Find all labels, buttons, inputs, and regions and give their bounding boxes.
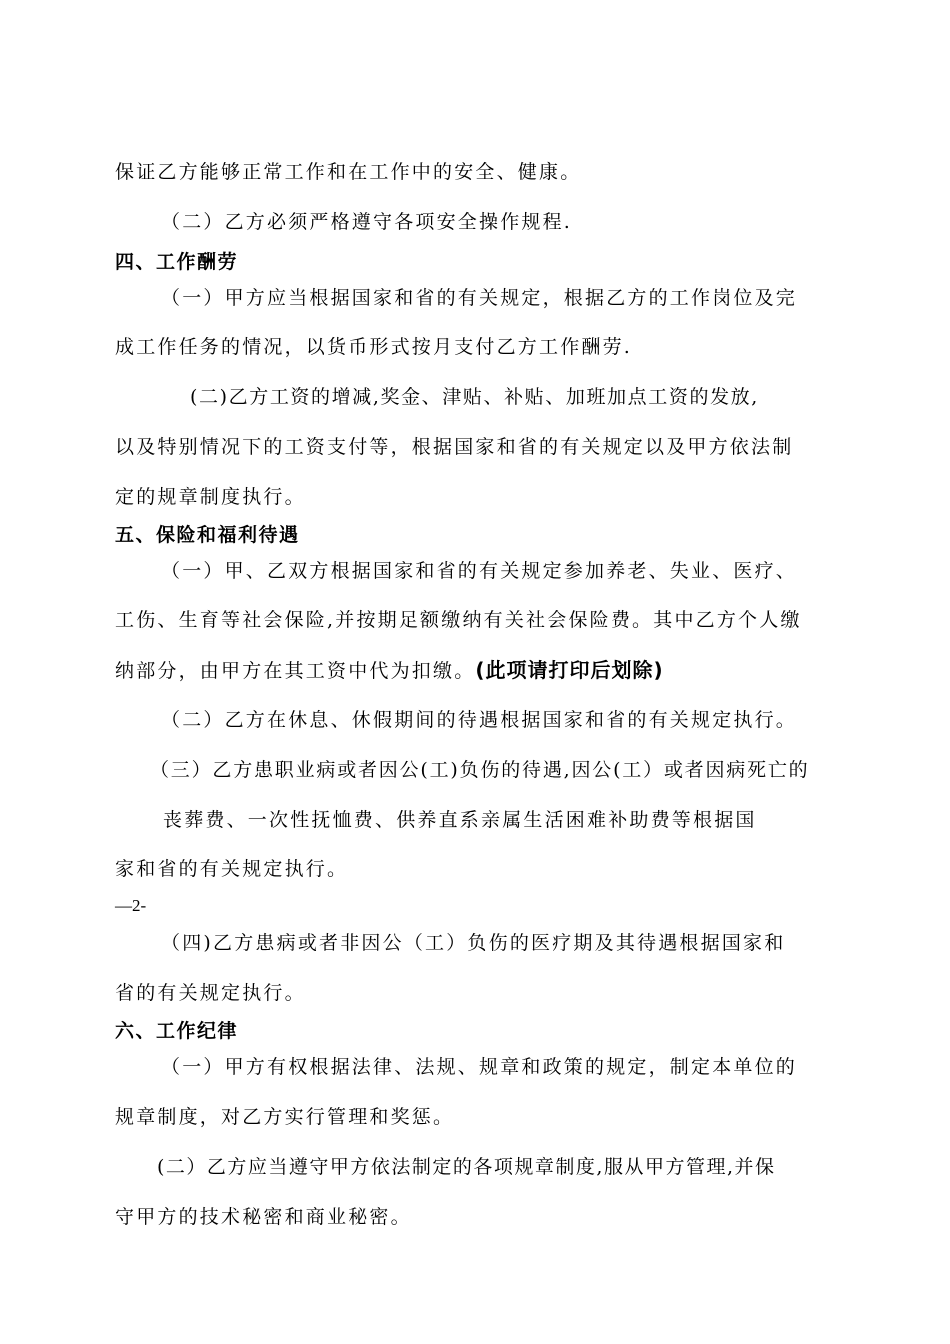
- print-note: (此项请打印后划除): [475, 658, 664, 682]
- paragraph-line: [115, 657, 664, 684]
- paragraph-line: (二）乙方应当遵守甲方依法制定的各项规章制度,服从甲方管理,并保: [157, 1156, 776, 1178]
- paragraph-line: （三）乙方患职业病或者因公(工)负伤的待遇,因公(工）或者因病死亡的: [150, 759, 810, 781]
- paragraph-line: 保证乙方能够正常工作和在工作中的安全、健康。: [115, 161, 582, 183]
- page-number: —2-: [115, 896, 147, 915]
- paragraph-line: （二）乙方在休息、休假期间的待遇根据国家和省的有关规定执行。: [161, 709, 798, 731]
- paragraph-line: （一）甲方应当根据国家和省的有关规定，根据乙方的工作岗位及完: [161, 287, 798, 309]
- paragraph-text: 纳部分，由甲方在其工资中代为扣缴。: [115, 660, 476, 682]
- paragraph-line: （四)乙方患病或者非因公（工）负伤的医疗期及其待遇根据国家和: [161, 932, 786, 954]
- paragraph-line: 以及特别情况下的工资支付等，根据国家和省的有关规定以及甲方依法制: [115, 436, 794, 458]
- paragraph-line: 规章制度，对乙方实行管理和奖惩。: [115, 1106, 455, 1128]
- paragraph-line: （二）乙方必须严格遵守各项安全操作规程.: [161, 211, 573, 233]
- paragraph-line: 定的规章制度执行。: [115, 486, 306, 508]
- section-heading: 六、工作纪律: [115, 1020, 239, 1042]
- section-heading: 四、工作酬劳: [115, 251, 239, 273]
- section-heading: 五、保险和福利待遇: [115, 524, 300, 546]
- paragraph-line: 家和省的有关规定执行。: [115, 858, 349, 880]
- paragraph-line: 守甲方的技术秘密和商业秘密。: [115, 1206, 412, 1228]
- paragraph-line: （一）甲方有权根据法律、法规、规章和政策的规定，制定本单位的: [161, 1056, 798, 1078]
- paragraph-line: 工伤、生育等社会保险,并按期足额缴纳有关社会保险费。其中乙方个人缴: [115, 609, 802, 631]
- paragraph-line: 丧葬费、一次性抚恤费、供养直系亲属生活困难补助费等根据国: [163, 809, 757, 831]
- paragraph-line: （一）甲、乙双方根据国家和省的有关规定参加养老、失业、医疗、: [161, 560, 798, 582]
- paragraph-line: 省的有关规定执行。: [115, 982, 306, 1004]
- paragraph-line: 成工作任务的情况，以货币形式按月支付乙方工作酬劳.: [115, 336, 633, 358]
- paragraph-line: (二)乙方工资的增减,奖金、津贴、补贴、加班加点工资的发放,: [190, 386, 759, 408]
